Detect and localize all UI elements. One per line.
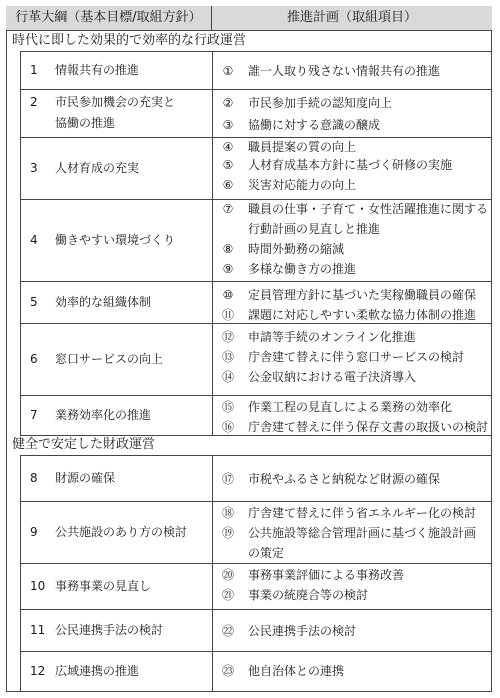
row-separator bbox=[20, 395, 492, 396]
section-title: 時代に即した効果的で効率的な行政運営 bbox=[12, 33, 247, 48]
item-text: 定員管理方針に基づいた実稼働職員の確保 bbox=[248, 288, 477, 302]
item-text: 時間外勤務の縮減 bbox=[248, 242, 345, 256]
item-text: 事務事業評価による事務改善 bbox=[248, 568, 405, 582]
group-name: 事務事業の見直し bbox=[55, 579, 152, 593]
item-text: 協働に対する意識の醸成 bbox=[248, 118, 381, 132]
item-number: ④ bbox=[222, 140, 234, 154]
group-number: 8 bbox=[30, 471, 38, 485]
item-text: 庁舎建て替えに伴う保存文書の取扱いの検討 bbox=[248, 420, 489, 434]
group-name: 市民参加機会の充実と bbox=[55, 95, 176, 109]
group-name: 財源の確保 bbox=[55, 471, 116, 485]
item-text: 庁舎建て替えに伴う省エネルギー化の検討 bbox=[248, 506, 477, 520]
item-number: ② bbox=[222, 96, 234, 110]
group-name: 窓口サービスの向上 bbox=[55, 352, 164, 366]
group-name: 広域連携の推進 bbox=[55, 664, 140, 678]
row-separator bbox=[20, 323, 492, 324]
group-number: 1 bbox=[30, 63, 38, 77]
item-number: ⑩ bbox=[222, 288, 234, 302]
item-text: 他自治体との連携 bbox=[248, 664, 345, 678]
item-number: ⑪ bbox=[221, 308, 234, 322]
item-number: ⑭ bbox=[221, 370, 234, 384]
item-text: 市税やふるさと納税など財源の確保 bbox=[248, 472, 441, 486]
group-number: 12 bbox=[30, 664, 46, 678]
row-separator bbox=[20, 609, 492, 610]
row-separator bbox=[20, 501, 492, 502]
row-separator bbox=[20, 651, 492, 652]
item-text: 作業工程の見直しによる業務の効率化 bbox=[248, 400, 453, 414]
group-number: 3 bbox=[30, 161, 38, 175]
group-name: 情報共有の推進 bbox=[55, 63, 140, 77]
item-text: 市民参加手続の認知度向上 bbox=[248, 96, 393, 110]
item-text: 事業の統廃合等の検討 bbox=[248, 588, 369, 602]
item-text: 災害対応能力の向上 bbox=[248, 178, 357, 192]
item-text: 職員提案の質の向上 bbox=[248, 140, 357, 154]
item-text: 公共施設等総合管理計画に基づく施設計画 bbox=[248, 526, 477, 540]
group-number: 11 bbox=[30, 623, 46, 637]
item-number: ③ bbox=[222, 118, 234, 132]
header-right: 推進計画（取組項目） bbox=[212, 6, 492, 31]
item-number: ⑰ bbox=[221, 472, 234, 486]
item-text: 行動計画の見直しと推進 bbox=[248, 222, 381, 236]
item-text: 申請等手続のオンライン化推進 bbox=[248, 330, 416, 344]
group-number: 5 bbox=[30, 295, 38, 309]
group-name: 人材育成の充実 bbox=[55, 161, 140, 175]
item-number: ㉑ bbox=[221, 588, 234, 602]
row-separator bbox=[20, 563, 492, 564]
item-number: ⑬ bbox=[221, 350, 234, 364]
column-divider bbox=[212, 455, 213, 691]
row-separator bbox=[20, 137, 492, 138]
item-text: 公金収納における電子決済導入 bbox=[248, 370, 417, 384]
row-separator bbox=[20, 281, 492, 282]
group-name: 効率的な組織体制 bbox=[55, 295, 152, 309]
item-number: ⑱ bbox=[221, 506, 234, 520]
row-separator bbox=[20, 89, 492, 90]
item-number: ⑦ bbox=[222, 202, 234, 216]
group-number: 7 bbox=[30, 408, 38, 422]
group-number: 9 bbox=[30, 525, 38, 539]
item-text: 多様な働き方の推進 bbox=[248, 262, 357, 276]
item-text: の策定 bbox=[248, 546, 285, 560]
item-text: 庁舎建て替えに伴う窓口サービスの検討 bbox=[248, 350, 465, 364]
item-number: ⑨ bbox=[222, 262, 234, 276]
group-number: 2 bbox=[30, 95, 38, 109]
group-name: 協働の推進 bbox=[55, 116, 116, 130]
item-number: ⑫ bbox=[221, 330, 234, 344]
item-number: ㉒ bbox=[221, 624, 234, 638]
item-number: ⑮ bbox=[221, 400, 234, 414]
item-text: 人材育成基本方針に基づく研修の実施 bbox=[248, 158, 453, 172]
header-left: 行革大綱（基本目標/取組方針） bbox=[6, 6, 212, 31]
column-divider bbox=[212, 51, 213, 435]
item-number: ⑥ bbox=[222, 178, 234, 192]
group-name: 働きやすい環境づくり bbox=[55, 233, 176, 247]
group-number: 10 bbox=[30, 579, 46, 593]
group-name: 公民連携手法の検討 bbox=[55, 623, 164, 637]
row-separator bbox=[20, 199, 492, 200]
item-text: 職員の仕事・子育て・女性活躍推進に関する bbox=[248, 202, 489, 216]
item-number: ⑳ bbox=[221, 568, 234, 582]
item-text: 誰一人取り残さない情報共有の推進 bbox=[248, 64, 441, 78]
item-number: ⑧ bbox=[222, 242, 234, 256]
group-name: 公共施設のあり方の検討 bbox=[55, 525, 188, 539]
item-text: 課題に対応しやすい柔軟な協力体制の推進 bbox=[248, 308, 477, 322]
group-number: 6 bbox=[30, 352, 38, 366]
item-number: ⑲ bbox=[221, 526, 234, 540]
item-number: ① bbox=[222, 64, 234, 78]
item-number: ⑯ bbox=[221, 420, 234, 434]
section-title: 健全で安定した財政運営 bbox=[12, 437, 156, 452]
item-text: 公民連携手法の検討 bbox=[248, 624, 357, 638]
item-number: ㉓ bbox=[221, 664, 234, 678]
item-number: ⑤ bbox=[222, 158, 234, 172]
group-number: 4 bbox=[30, 233, 38, 247]
group-name: 業務効率化の推進 bbox=[55, 408, 152, 422]
